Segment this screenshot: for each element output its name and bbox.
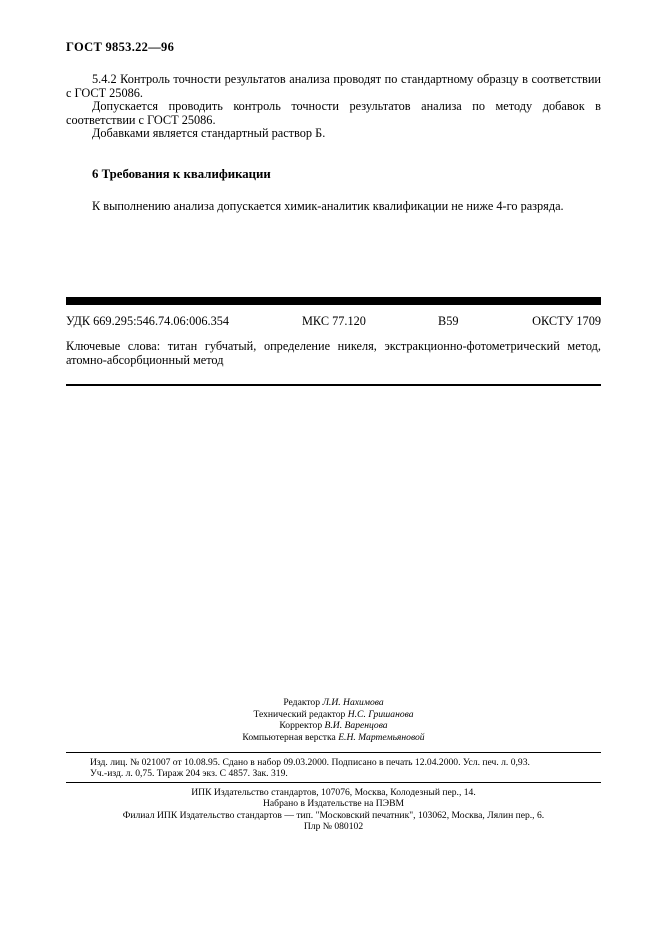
group-code: В59 <box>438 314 459 328</box>
paragraph-qualification: К выполнению анализа допускается химик-аналитик квалификации не ниже 4-го разряда. <box>92 199 564 213</box>
separator-bar-thick <box>66 297 601 305</box>
udk-code: УДК 669.295:546.74.06:006.354 <box>66 314 230 328</box>
credit-name: В.И. Варенцова <box>324 720 388 732</box>
keywords-paragraph: Ключевые слова: титан губчатый, определение никеля, экстракционно-фотометрический метод, атомно-абсорбционный метод <box>66 339 601 367</box>
credit-name: Н.С. Гришанова <box>347 708 414 720</box>
credit-layout <box>66 732 601 744</box>
doc-number: ГОСТ 9853.22—96 <box>66 40 175 54</box>
credit-role: Корректор <box>279 720 323 732</box>
colophon-credits <box>66 697 601 743</box>
publisher-plr-number: Плр № 080102 <box>303 821 364 833</box>
credit-role: Технический редактор <box>253 708 346 720</box>
mks-code: МКС 77.120 <box>302 314 366 328</box>
body-text-block <box>66 73 601 141</box>
paragraph-control-accuracy: 5.4.2 Контроль точности результатов анализа проводят по стандартному образцу в соответствии с ГОСТ 25086. <box>66 72 601 100</box>
publisher-branch: Филиал ИПК Издательство стандартов — тип. "Московский печатник", 103062, Москва, Лялин пер., 6. <box>122 809 545 821</box>
okstu-code: ОКСТУ 1709 <box>532 314 601 328</box>
publisher-typeset-note: Набрано в Издательстве на ПЭВМ <box>263 798 404 810</box>
credit-technical-editor <box>66 709 601 721</box>
credit-role: Редактор <box>283 697 321 708</box>
separator-rule-imprint-top <box>66 752 601 753</box>
paragraph-standard-solution: Добавками является стандартный раствор Б. <box>92 126 326 140</box>
imprint-line-license: Изд. лиц. № 021007 от 10.08.95. Сдано в набор 09.03.2000. Подписано в печать 12.04.2000. Усл. печ. л. 0,93. <box>90 757 530 768</box>
imprint-line-circulation: Уч.-изд. л. 0,75. Тираж 204 экз. С 4857. Зак. 319. <box>90 768 288 780</box>
publisher-block <box>66 787 601 833</box>
section-heading-qualification: 6 Требования к квалификации <box>92 167 271 181</box>
classification-row <box>66 314 601 329</box>
credit-name: Е.Н. Мартемьяновой <box>338 731 425 743</box>
credit-editor <box>66 697 601 709</box>
publisher-address: ИПК Издательство стандартов, 107076, Москва, Колодезный пер., 14. <box>191 787 476 798</box>
imprint-block <box>66 757 601 780</box>
credit-name: Л.И. Нахимова <box>322 697 384 708</box>
separator-rule-imprint-bottom <box>66 782 601 783</box>
credit-corrector <box>66 720 601 732</box>
paragraph-additions-method: Допускается проводить контроль точности результатов анализа по методу добавок в соответствии с ГОСТ 25086. <box>66 99 601 127</box>
credit-role: Компьютерная верстка <box>242 731 336 743</box>
separator-rule-mid <box>66 384 601 386</box>
